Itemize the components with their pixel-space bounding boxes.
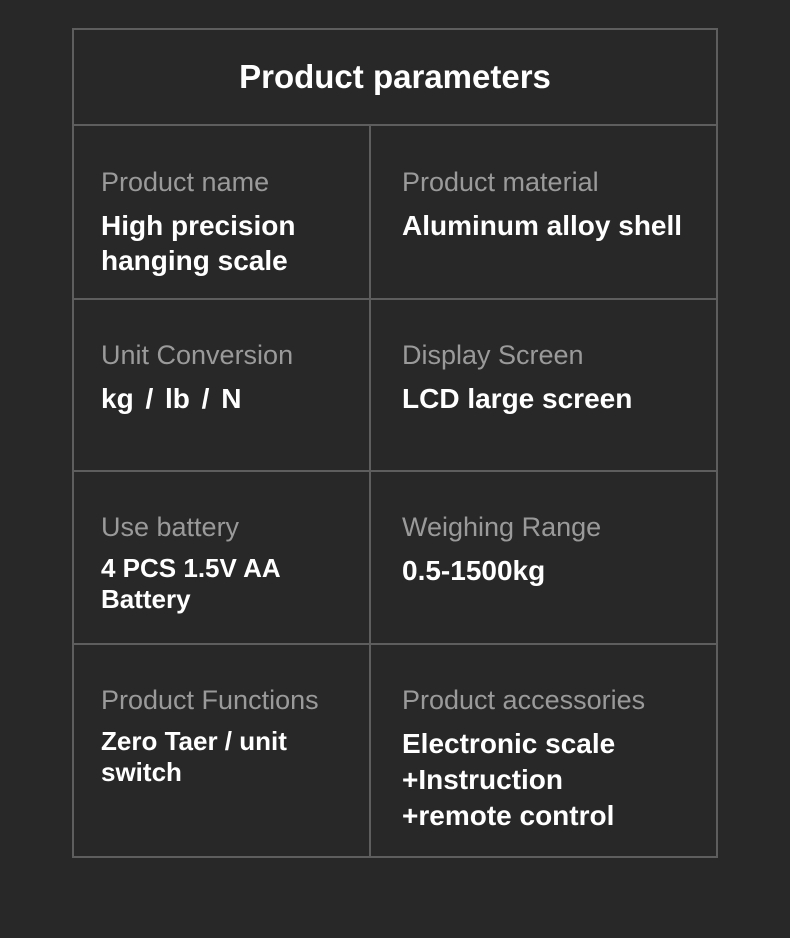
param-label: Product accessories bbox=[402, 685, 646, 715]
row-divider bbox=[74, 643, 716, 645]
param-value: Aluminum alloy shell bbox=[402, 210, 683, 241]
param-label: Unit Conversion bbox=[101, 340, 294, 370]
param-label: Display Screen bbox=[402, 340, 584, 370]
row-divider bbox=[74, 298, 716, 300]
row-divider bbox=[74, 470, 716, 472]
product-parameters-table bbox=[72, 28, 718, 858]
table-title: Product parameters bbox=[74, 30, 716, 126]
param-value: kg / lb / N bbox=[101, 383, 242, 414]
param-value: Zero Taer / unit switch bbox=[101, 726, 287, 787]
cell-use-battery bbox=[101, 511, 326, 615]
param-label: Product material bbox=[402, 167, 599, 197]
param-label: Use battery bbox=[101, 512, 240, 542]
cell-unit-conversion bbox=[101, 339, 351, 416]
param-label: Product name bbox=[101, 167, 270, 197]
column-divider bbox=[369, 126, 371, 858]
param-label: Weighing Range bbox=[402, 512, 602, 542]
cell-product-accessories bbox=[402, 684, 646, 834]
cell-product-functions bbox=[101, 684, 326, 788]
param-value: LCD large screen bbox=[402, 383, 633, 414]
param-value: High precision hanging scale bbox=[101, 210, 296, 276]
cell-product-name bbox=[101, 166, 351, 278]
cell-display-screen bbox=[402, 339, 712, 416]
param-value: Electronic scale +Instruction +remote control bbox=[402, 728, 616, 831]
cell-product-material bbox=[402, 166, 712, 243]
cell-weighing-range bbox=[402, 511, 712, 588]
param-value: 0.5-1500kg bbox=[402, 555, 546, 586]
param-label: Product Functions bbox=[101, 685, 319, 715]
param-value: 4 PCS 1.5V AA Battery bbox=[101, 553, 280, 614]
